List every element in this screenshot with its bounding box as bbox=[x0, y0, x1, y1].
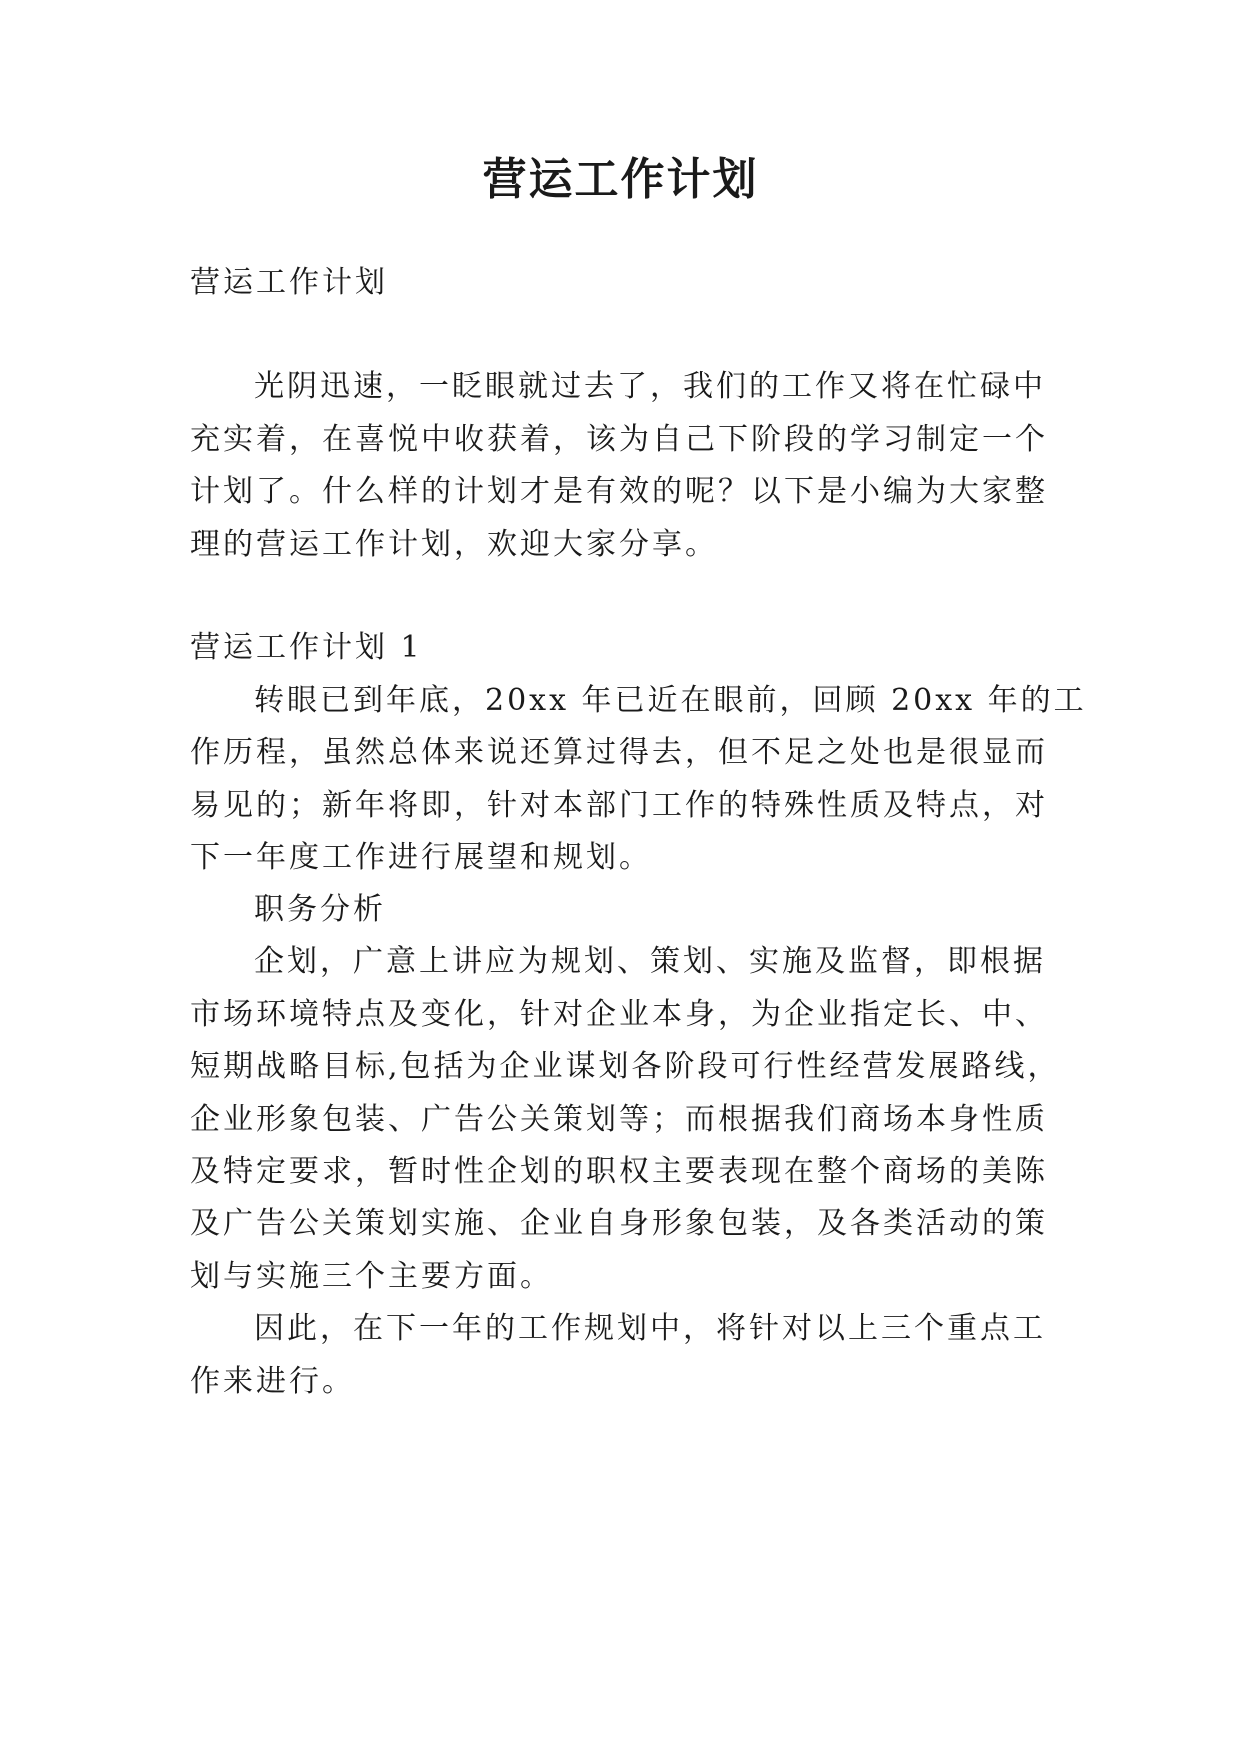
paragraph-line: 因此，在下一年的工作规划中，将针对以上三个重点工 bbox=[254, 1311, 1046, 1346]
section-heading: 营运工作计划 1 bbox=[190, 630, 423, 665]
paragraph-line: 下一年度工作进行展望和规划。 bbox=[190, 840, 652, 875]
paragraph-line: 企业形象包装、广告公关策划等；而根据我们商场本身性质 bbox=[190, 1102, 1048, 1137]
intro-line: 计划了。什么样的计划才是有效的呢？以下是小编为大家整 bbox=[190, 474, 1048, 509]
paragraph-line: 企划，广意上讲应为规划、策划、实施及监督，即根据 bbox=[254, 944, 1046, 979]
sub-heading: 职务分析 bbox=[254, 892, 386, 927]
intro-line: 光阴迅速，一眨眼就过去了，我们的工作又将在忙碌中 bbox=[254, 369, 1046, 404]
paragraph-line: 市场环境特点及变化，针对企业本身，为企业指定长、中、 bbox=[190, 997, 1048, 1032]
paragraph-line: 作来进行。 bbox=[190, 1364, 355, 1399]
document-title: 营运工作计划 bbox=[482, 154, 759, 205]
document-subtitle: 营运工作计划 bbox=[190, 265, 388, 300]
paragraph-line: 易见的；新年将即，针对本部门工作的特殊性质及特点，对 bbox=[190, 788, 1048, 823]
intro-line: 理的营运工作计划，欢迎大家分享。 bbox=[190, 527, 718, 562]
intro-line: 充实着，在喜悦中收获着，该为自己下阶段的学习制定一个 bbox=[190, 422, 1048, 457]
paragraph-line: 转眼已到年底，20xx 年已近在眼前，回顾 20xx 年的工 bbox=[254, 683, 1087, 718]
paragraph-line: 作历程，虽然总体来说还算过得去，但不足之处也是很显而 bbox=[190, 735, 1048, 770]
paragraph-line: 及特定要求，暂时性企划的职权主要表现在整个商场的美陈 bbox=[190, 1154, 1048, 1189]
paragraph-line: 划与实施三个主要方面。 bbox=[190, 1259, 553, 1294]
paragraph-line: 短期战略目标,包括为企业谋划各阶段可行性经营发展路线， bbox=[190, 1049, 1061, 1084]
paragraph-line: 及广告公关策划实施、企业自身形象包装，及各类活动的策 bbox=[190, 1206, 1048, 1241]
